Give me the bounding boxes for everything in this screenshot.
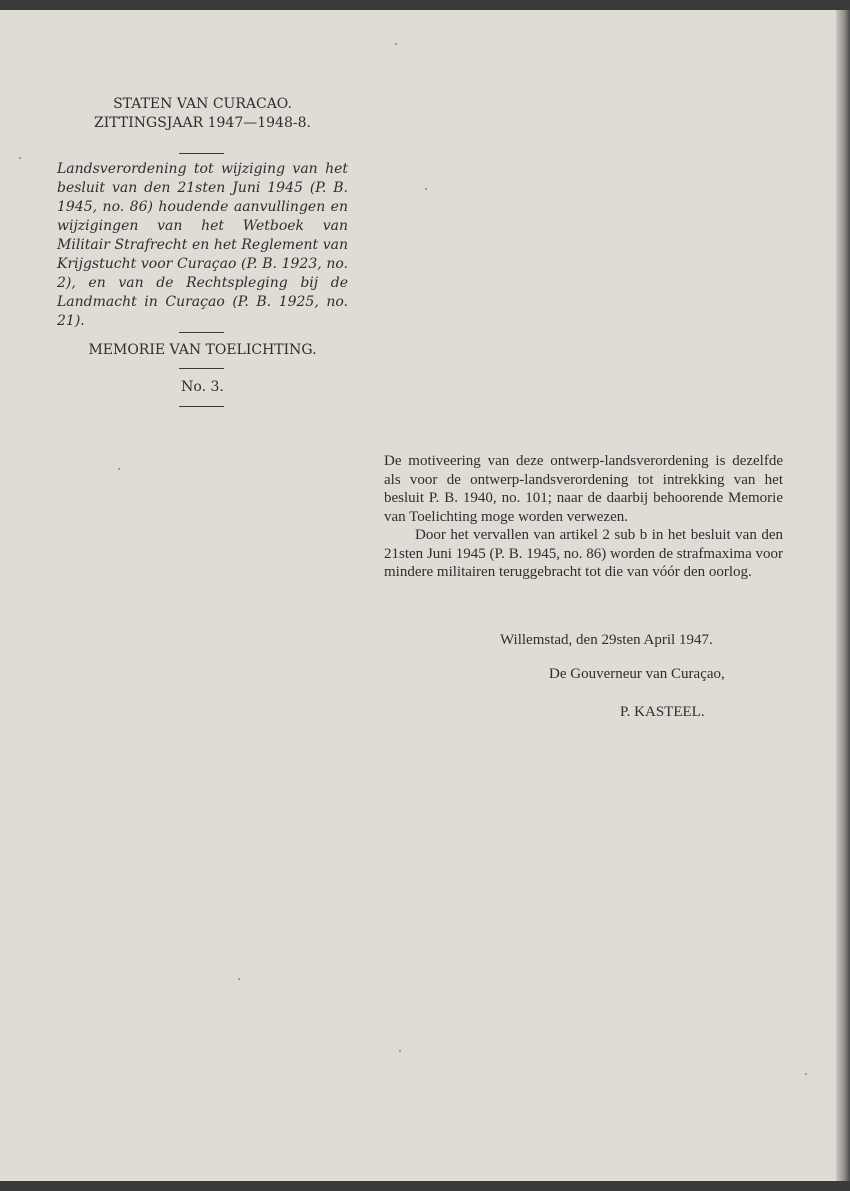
document-header [55, 95, 350, 133]
paper-speck [805, 1073, 807, 1075]
paper-speck [395, 43, 397, 45]
body-paragraph-1: De motiveering van deze ontwerp-landsverordening is dezelfde als voor de ontwerp-landsverordening tot intrekking van het besluit P. B. 1940, no. 101; naar de daarbij behoorende Memorie van Toelichting moge worden verwezen. [384, 453, 783, 525]
date-line: Willemstad, den 29sten April 1947. [500, 632, 713, 648]
header-line-2: ZITTINGSJAAR 1947—1948-8. [94, 115, 311, 131]
paper-speck [118, 468, 120, 470]
header-line-1: STATEN VAN CURACAO. [113, 96, 292, 112]
governor-title: De Gouverneur van Curaçao, [549, 666, 725, 682]
memorie-title: MEMORIE VAN TOELICHTING. [88, 342, 317, 358]
document-number: No. 3. [181, 379, 224, 395]
divider [179, 153, 224, 154]
paper-speck [238, 978, 240, 980]
body-paragraph-2: Door het vervallen van artikel 2 sub b in het besluit van den 21sten Juni 1945 (P. B. 1945, no. 86) worden de strafmaxima voor mindere militairen teruggebracht tot die van vóór den oorlog. [384, 527, 783, 580]
paper-speck [19, 157, 21, 159]
divider [179, 406, 224, 407]
ordinance-summary: Landsverordening tot wijziging van het besluit van den 21sten Juni 1945 (P. B. 1945, no. 86) houdende aanvullingen en wijzigingen van het Wetboek van Militair Strafrecht en het Reglement van Krijgstucht voor Curaçao (P. B. 1923, no. 2), en van de Rechtspleging bij de Landmacht in Curaçao (P. B. 1925, no. 21). [57, 161, 348, 329]
divider [179, 332, 224, 333]
document-page [0, 10, 836, 1181]
divider [179, 368, 224, 369]
explanation-body [384, 452, 783, 582]
page-edge-shadow [836, 10, 850, 1181]
signature-name: P. KASTEEL. [620, 704, 705, 720]
paper-speck [399, 1050, 401, 1052]
paper-speck [425, 188, 427, 190]
